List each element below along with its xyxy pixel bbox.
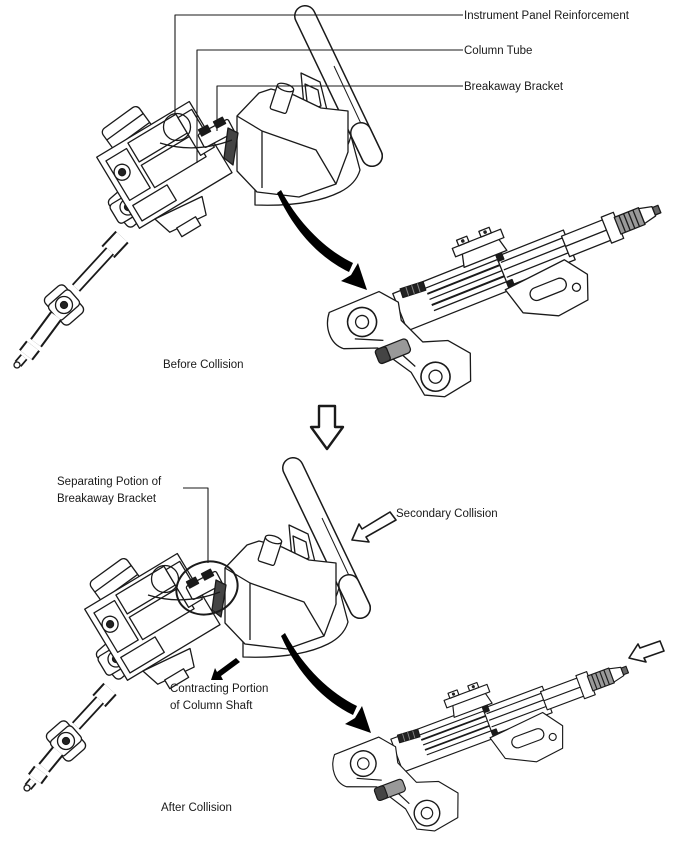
label-contracting-portion xyxy=(170,681,268,715)
label-secondary-collision: Secondary Collision xyxy=(396,508,498,520)
section-down-arrow-icon xyxy=(311,406,343,449)
contract-direction-arrow-icon xyxy=(211,658,240,680)
label-separating-portion-line2: Breakaway Bracket xyxy=(57,493,157,505)
label-column-tube: Column Tube xyxy=(464,45,533,57)
separated-column-before xyxy=(315,166,688,427)
separated-column-after xyxy=(322,632,657,852)
label-separating-portion xyxy=(57,474,161,508)
caption-before-collision: Before Collision xyxy=(163,359,244,371)
steering-column-assembly-before xyxy=(14,16,372,368)
label-breakaway-bracket: Breakaway Bracket xyxy=(464,81,564,93)
caption-after-collision: After Collision xyxy=(161,802,232,814)
secondary-collision-arrow-icon xyxy=(352,512,396,542)
label-contracting-portion-line2: of Column Shaft xyxy=(170,700,253,712)
leader-separating-portion xyxy=(183,488,208,563)
label-separating-portion-line1: Separating Potion of xyxy=(57,476,162,488)
steering-column-assembly-after xyxy=(24,468,360,791)
collapse-arrow-before-icon xyxy=(277,190,367,290)
label-instrument-panel-reinforcement: Instrument Panel Reinforcement xyxy=(464,10,629,22)
rear-impact-arrow-icon xyxy=(629,641,664,662)
label-contracting-portion-line1: Contracting Portion xyxy=(170,683,269,695)
